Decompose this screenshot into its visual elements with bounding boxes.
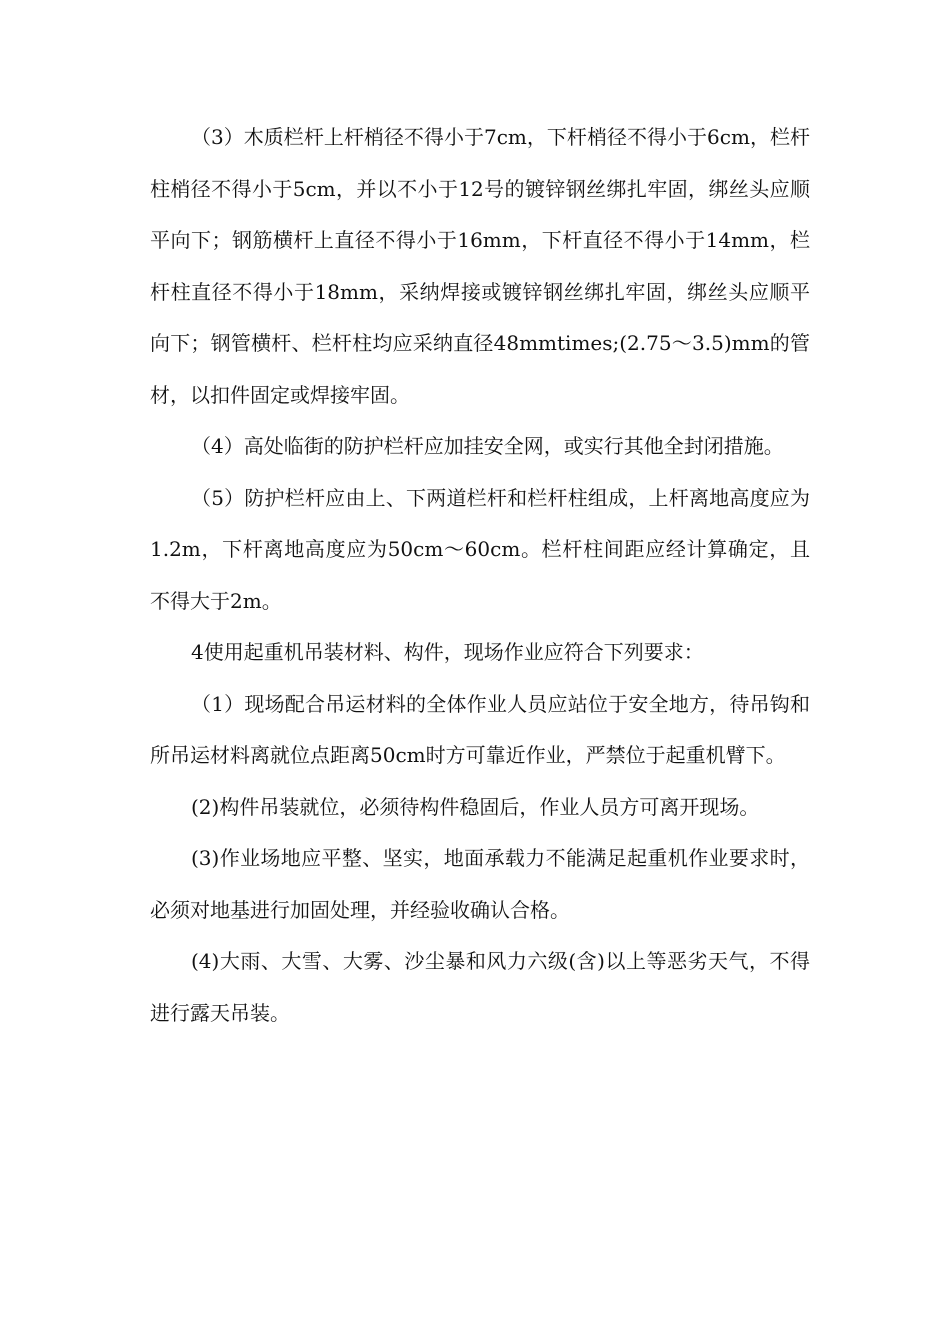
paragraph-weather-restriction: (4)大雨、大雪、大雾、沙尘暴和风力六级(含)以上等恶劣天气，不得进行露天吊装。 — [150, 949, 810, 1025]
paragraph-ground-bearing: (3)作业场地应平整、坚实，地面承载力不能满足起重机作业要求时，必须对地基进行加固处理，并经验收确认合格。 — [150, 846, 810, 922]
paragraph-railing-composition: （5）防护栏杆应由上、下两道栏杆和栏杆柱组成，上杆离地高度应为1.2m，下杆离地高度应为50cm～60cm。栏杆柱间距应经计算确定，且不得大于2m。 — [150, 485, 810, 613]
paragraph-component-placement: (2)构件吊装就位，必须待构件稳固后，作业人员方可离开现场。 — [191, 794, 760, 819]
paragraph-crane-requirements-heading: 4使用起重机吊装材料、构件，现场作业应符合下列要求： — [191, 640, 704, 664]
paragraph-railing-diameters: （3）木质栏杆上杆梢径不得小于7cm，下杆梢径不得小于6cm，栏杆柱梢径不得小于5cm，并以不小于12号的镀锌钢丝绑扎牢固，绑丝头应顺平向下；钢筋横杆上直径不得小于16mm，下杆直径不得小于14mm，栏杆柱直径不得小于18mm，采纳焊接或镀锌钢丝绑扎牢固，绑丝头应顺平向下；钢管横杆、栏杆柱均应采纳直径48mmtimes;(2.75～3.5)mm的管材，以扣件固定或焊接牢固。 — [150, 125, 810, 407]
paragraph-safety-net: （4）高处临街的防护栏杆应加挂安全网，或实行其他全封闭措施。 — [191, 434, 784, 458]
document-body — [150, 112, 810, 1039]
paragraph-crane-personnel: （1）现场配合吊运材料的全体作业人员应站位于安全地方，待吊钩和所吊运材料离就位点距离50cm时方可靠近作业，严禁位于起重机臂下。 — [150, 691, 810, 767]
